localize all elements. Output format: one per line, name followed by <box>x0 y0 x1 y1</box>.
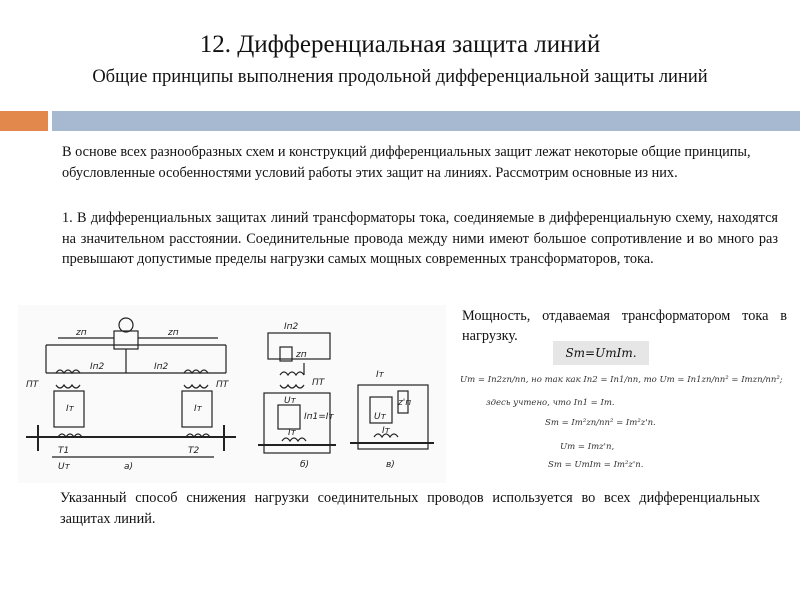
label-ut-a: Uт <box>58 462 70 472</box>
label-ip2-left: Iп2 <box>90 362 105 372</box>
label-zp-right: zп <box>168 328 179 338</box>
formula-eq4: Uт = Iтz'п, <box>560 442 615 452</box>
circuit-diagram <box>18 305 446 483</box>
formula-eq5: Sт = UтIт = Iт²z'п. <box>548 460 644 470</box>
label-c-it2: Iт <box>382 426 390 436</box>
label-diagram-a: а) <box>124 462 134 472</box>
point-one-text: . В дифференциальных защитах линий трансформаторы тока, соединяемые в дифференциальную схему, находятся на значительном расстоянии. Соединительные провода между ними имеют большое сопротивление и во много раз превышают допустимые пределы нагрузки самых мощных современных трансформаторов, тока. <box>62 210 778 267</box>
point-one-paragraph <box>62 208 778 270</box>
label-it-right: Iт <box>194 404 202 414</box>
label-c-ut: Uт <box>374 412 386 422</box>
conclusion-paragraph: Указанный способ снижения нагрузки соединительных проводов используется во всех дифференциальных защитах линий. <box>60 490 760 527</box>
label-pt-left: ПТ <box>26 380 39 390</box>
formula-eq3: Sт = Iт²zп/nп² = Iт²z'п. <box>545 418 656 428</box>
label-b-ut: Uт <box>284 396 296 406</box>
label-t2: T2 <box>188 446 200 456</box>
label-zp-left: zп <box>76 328 87 338</box>
label-b-zp: zп <box>296 350 307 360</box>
slide-title: 12. Дифференциальная защита линий <box>199 31 601 58</box>
label-ip2-right: Iп2 <box>154 362 169 372</box>
label-c-zp: z'п <box>398 398 412 408</box>
header-bar <box>52 111 800 131</box>
point-one-number: 1 <box>62 210 70 226</box>
power-description: Мощность, отдаваемая трансформатором тока в нагрузку. <box>462 308 787 344</box>
label-b-ip1: Iп1=Iт <box>304 412 334 422</box>
formula-eq2: здесь учтено, что Iп1 = Iт. <box>486 398 615 408</box>
power-formula: Sт=UтIт. <box>553 341 649 365</box>
label-diagram-c: в) <box>386 460 395 470</box>
label-c-it: Iт <box>376 370 384 380</box>
label-t1: T1 <box>58 446 70 456</box>
slide-subtitle: Общие принципы выполнения продольной дифференциальной защиты линий <box>92 67 708 87</box>
label-b-it: Iт <box>288 428 296 438</box>
label-diagram-b: б) <box>300 460 310 470</box>
label-it-left: Iт <box>66 404 74 414</box>
formula-eq1: Uт = Iп2zп/nп, но так как Iп2 = Iп1/nп, то Uт = Iп1zп/nп² = Iтzп/nп²; <box>460 375 783 385</box>
label-b-ip2: Iп2 <box>284 322 299 332</box>
label-pt-right: ПТ <box>216 380 229 390</box>
intro-paragraph: В основе всех разнообразных схем и конструкций дифференциальных защит лежат некоторые общие принципы, обусловленные особенностями условий работы этих защит на линиях. Рассмотрим основные из них. <box>62 144 751 181</box>
accent-bar <box>0 111 48 131</box>
label-b-pt: ПТ <box>312 378 325 388</box>
